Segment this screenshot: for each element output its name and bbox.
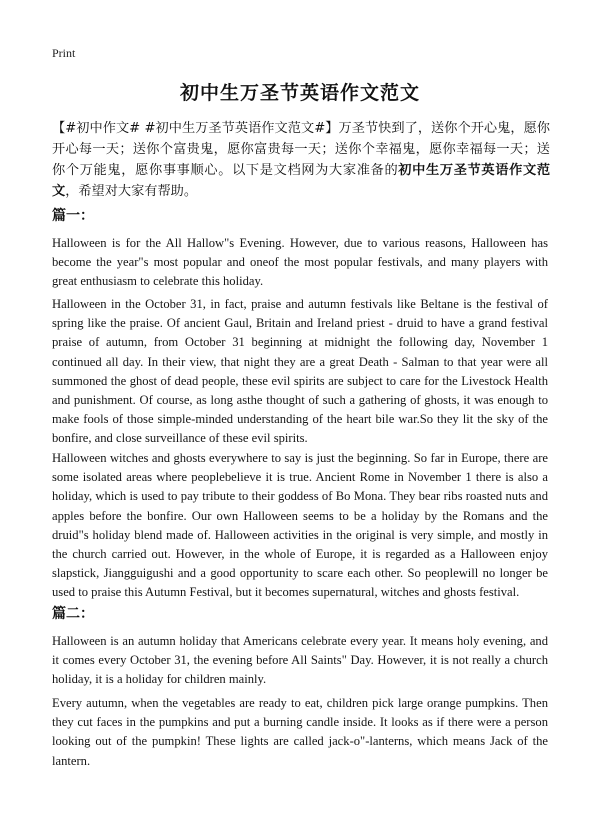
intro-tag: 【#初中作文# #初中生万圣节英语作文范文#】 (52, 121, 339, 136)
section-heading-2: 篇二： (52, 606, 94, 622)
paragraph: Every autumn, when the vegetables are ready to eat, children pick large orange pumpkins. Then they cut faces in the pumpkins and put a burning candle inside. It looks as if there were a person looking out of the pumpkin! These lights are called jack-o"-lanterns, which means Jack of the lantern. (52, 696, 548, 768)
paragraph: Halloween is an autumn holiday that Americans celebrate every year. It means holy evening, and it comes every October 31, the evening before All Saints" Day. However, it is not really a church holiday, it is a holiday for children mainly. (52, 634, 548, 687)
intro-end: ，希望对大家有帮助。 (65, 184, 198, 199)
print-label[interactable]: Print (52, 46, 76, 60)
section-heading-1: 篇一： (52, 208, 94, 224)
intro-paragraph (52, 118, 550, 202)
intro-bold-title: 初中生万圣节英语作文范文 (52, 163, 551, 199)
paragraph: Halloween is for the All Hallow"s Evening. However, due to various reasons, Halloween has become the year"s most popular and oneof the most popular festivals, and many players with great enthusiasm to celebrate this holiday. (52, 236, 548, 289)
paragraph: Halloween witches and ghosts everywhere to say is just the beginning. So far in Europe, there are some isolated areas where peoplebelieve it is true. Ancient Rome in November 1 there is also a holiday, which is used to pay tribute to their goddess of Bo Mona. They bear ribs roasted nuts and apples before the bonfire. Our own Halloween seems to be a holiday by the Romans and the druid"s holiday blend made of. Halloween activities in the original is very simple, and mostly in the church carried out. However, in the whole of Europe, it is regarded as a Halloween enjoy slapstick, Jiangguigushi and a good opportunity to scare each other. So peoplewill no longer be used to praise this Autumn Festival, but it becomes supernatural, witches and ghosts festival. (52, 451, 548, 600)
page-title: 初中生万圣节英语作文范文 (179, 82, 420, 104)
paragraph: Halloween in the October 31, in fact, praise and autumn festivals like Beltane is the festival of spring like the praise. Of ancient Gaul, Britain and Ireland priest - druid to have a grand festival praise of autumn, from October 31 beginning at midnight the following day, November 1 continued all day. In their view, that night they are a great Death - Salman to that year were all summoned the ghost of dead people, these evil spirits are subject to care for the Livestock Health and punishment. Of course, as long asthe thought of such a gathering of ghosts, it was enough to make fools of those simple-minded understanding of the heart bile war.So they lit the sky of the bonfire, and close surveillance of these evil spirits. (52, 297, 548, 446)
intro-text: 万圣节快到了，送你个开心鬼，愿你开心每一天；送你个富贵鬼，愿你富贵每一天；送你个幸福鬼，愿你幸福每一天；送你个万能鬼，愿你事事顺心。以下是文档网为大家准备的 (52, 121, 550, 178)
